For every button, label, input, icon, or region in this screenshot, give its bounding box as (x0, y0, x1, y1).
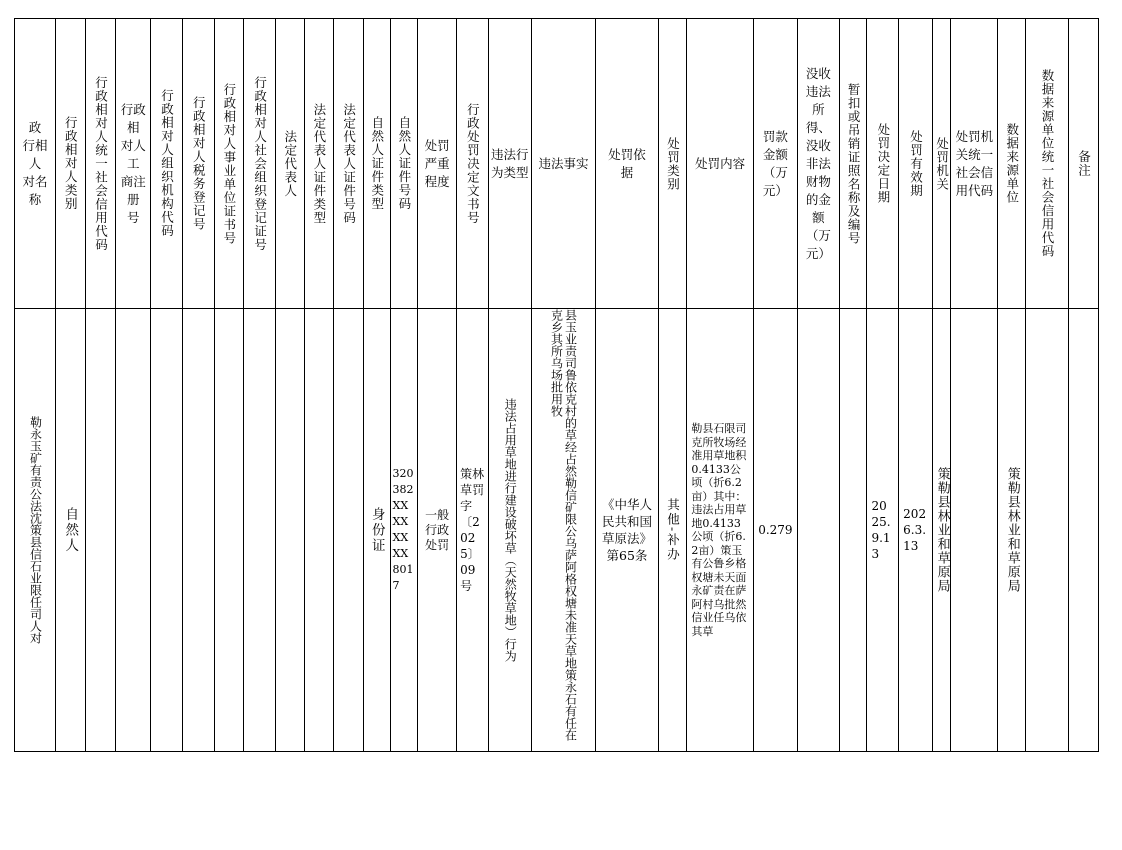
col-header-person-id-no: 自然人证件号码 (396, 116, 412, 211)
col-header-credit-code: 行政相对人统一社会信用代码 (93, 75, 109, 252)
cell-category: 自然人 (62, 506, 79, 554)
col-header-legal-rep-id-type: 法定代表人证件类型 (311, 102, 327, 225)
cell-person-id-no: 320382XXXXXXXX8017 (392, 467, 414, 592)
penalty-table (14, 18, 1099, 752)
cell-severity: 一般行政处罚 (425, 507, 450, 552)
col-header-decision-date: 处罚决定日期 (875, 123, 891, 204)
cell-penalty-content: 勒县石限司克所牧场经准用草地积0.4133公顷（折6.2亩）其中：违法占用草地0.4133公顷（折6.2亩）策玉有公鲁乡格权塘未天面永矿责在萨阿村乌批然信业任乌依其草 (691, 422, 747, 638)
col-header-violation-type: 违法行为类型 (491, 146, 529, 180)
cell-data-source-unit: 策勒县林业和草原局 (1004, 467, 1020, 593)
col-header-data-source-unit: 数据来源单位 (1004, 123, 1020, 204)
col-header-penalty-authority: 处罚机关 (934, 136, 950, 191)
col-header-violation-facts: 违法事实 (538, 155, 589, 171)
col-header-license-suspension: 暂扣或吊销证照名称及编号 (846, 82, 862, 245)
cell-person-id-type: 身份证 (368, 506, 385, 554)
cell-decision-date: 2025.9.13 (871, 499, 891, 561)
col-header-tax-reg: 行政相对人税务登记号 (191, 96, 207, 231)
col-header-name: 政 行相人 对名 称 (22, 119, 48, 207)
col-header-validity-period: 处罚有效期 (908, 129, 924, 198)
cell-penalty-basis: 《中华人民共和国草原法》第65条 (601, 497, 652, 563)
header-row (15, 19, 1099, 309)
col-header-legal-rep: 法定代表人 (282, 129, 298, 198)
cell-penalty-authority: 策勒县林业和草原局 (934, 467, 950, 593)
col-header-fine-amount: 罚款 金额 （万 元） (762, 128, 788, 198)
col-header-legal-rep-id-no: 法定代表人证件号码 (341, 102, 357, 225)
col-header-confiscation-amount: 没收违法所得、没收非法财物的金额（万元） (805, 65, 831, 261)
cell-name: 勒永玉矿有责公法沈策县信石业限任司人对 (28, 416, 43, 644)
cell-penalty-category: 其他-补办 (665, 497, 681, 563)
cell-decision-doc-no: 策林草罚字〔2025〕09号 (460, 467, 485, 593)
col-header-penalty-content: 处罚内容 (695, 155, 746, 171)
col-header-penalty-basis: 处罚依 据 (608, 146, 646, 180)
cell-violation-type: 违法占用草地进行建设破坏草（天然牧草地）行为 (503, 398, 518, 662)
cell-validity-period: 2026.3.13 (903, 507, 927, 553)
col-header-decision-doc-no: 行政处罚决定文书号 (465, 102, 481, 225)
col-header-category: 行政相对人类别 (63, 116, 79, 211)
col-header-penalty-category: 处罚类别 (665, 136, 681, 191)
col-header-data-source-credit: 数据来源单位统一社会信用代码 (1040, 69, 1056, 258)
cell-violation-facts: 县玉业责司鲁依克村的草经占然勒信矿限公乌萨阿格权塘未准天草地策永石有任在克乡其所乌场批用牧 (549, 309, 578, 741)
cell-fine-amount: 0.279 (758, 522, 793, 537)
col-header-person-id-type: 自然人证件类型 (369, 116, 385, 211)
col-header-remarks: 备注 (1076, 150, 1092, 177)
table-row (15, 309, 1099, 752)
col-header-severity: 处罚 严重 程度 (424, 137, 450, 189)
col-header-social-org-cert: 行政相对人社会组织登记证号 (252, 75, 268, 252)
col-header-company-reg: 行政相 对人工 商注册 号 (120, 101, 146, 225)
col-header-org-code: 行政相对人组织机构代码 (159, 89, 175, 238)
col-header-authority-credit: 处罚机 关统一 社会信 用代码 (955, 128, 994, 198)
col-header-institution-cert: 行政相对人事业单位证书号 (221, 82, 237, 245)
